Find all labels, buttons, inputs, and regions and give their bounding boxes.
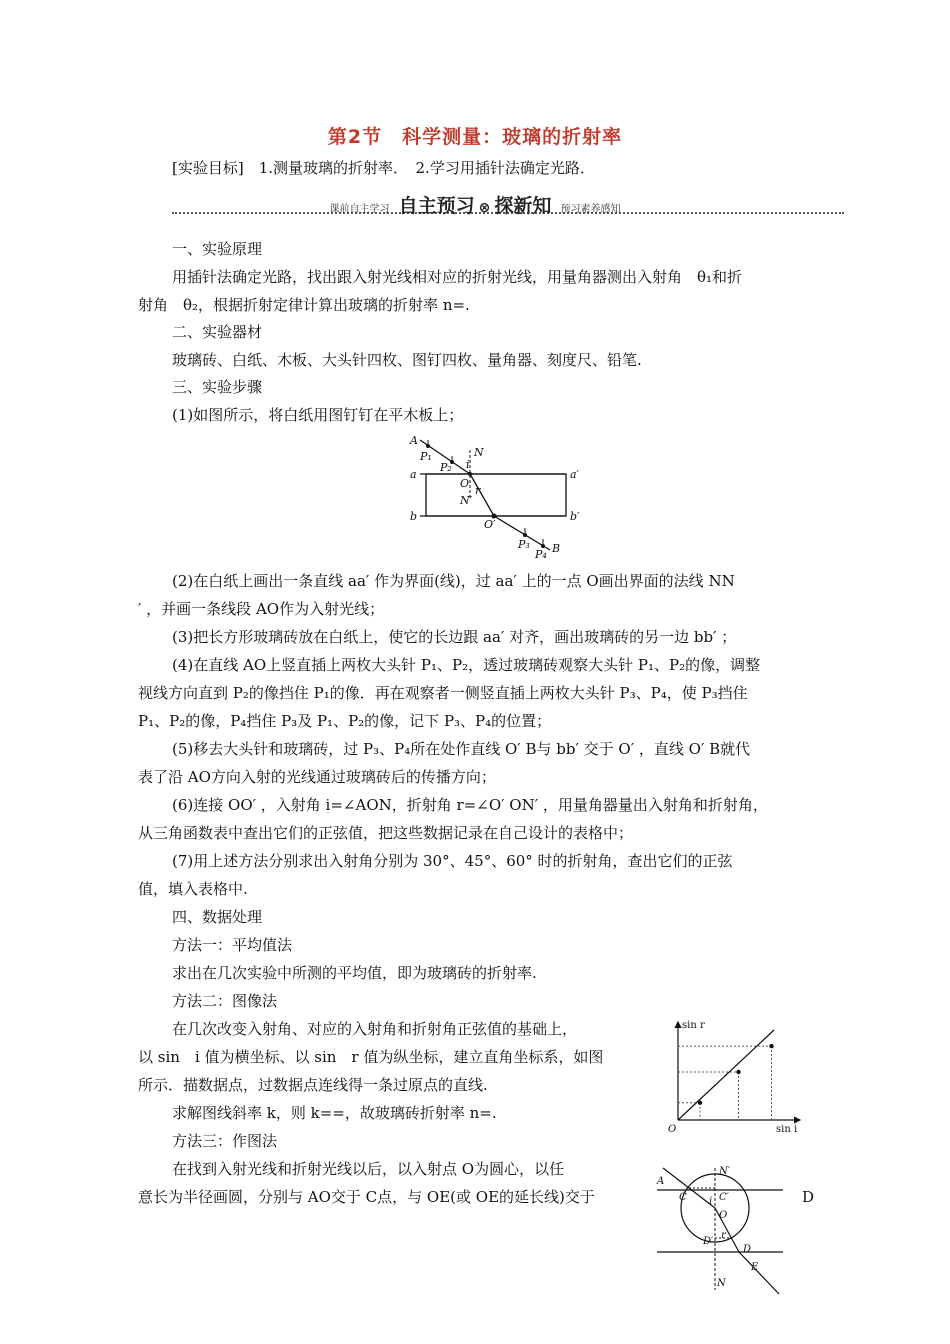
text-line: (7)用上述方法分别求出入射角分别为 30°、45°、60° 时的折射角，查出它们的正弦 <box>172 852 733 870</box>
y-axis-label: sin r <box>682 1020 705 1031</box>
label-E: E <box>751 1262 759 1273</box>
data-point <box>769 1044 773 1048</box>
text-line: 方法三：作图法 <box>172 1132 278 1150</box>
banner-title-b: 探新知 <box>494 195 552 217</box>
heading-principle: 一、实验原理 <box>172 240 263 258</box>
text-line: 方法一：平均值法 <box>172 936 293 954</box>
label-A: A <box>657 1176 665 1187</box>
text-line: 玻璃砖、白纸、木板、大头针四枚、图钉四枚、量角器、刻度尺、铅笔. <box>172 351 642 369</box>
text-line: 求出在几次实验中所测的平均值，即为玻璃砖的折射率. <box>172 964 537 982</box>
label-i: i <box>709 1196 713 1207</box>
text-line: 用插针法确定光路，找出跟入射光线相对应的折射光线，用量角器测出入射角 θ₁和折 <box>172 268 743 286</box>
label-O: O <box>719 1210 728 1221</box>
text-line: 方法二：图像法 <box>172 992 278 1010</box>
text-line: P₁、P₂的像，P₄挡住 P₃及 P₁、P₂的像，记下 P₃、P₄的位置； <box>138 712 552 730</box>
label-i: i <box>466 458 470 471</box>
x-axis-label: sin i <box>776 1124 798 1134</box>
text-line: (2)在白纸上画出一条直线 aa′ 作为界面(线)，过 aa′ 上的一点 O画出界面的法线 NN <box>172 572 735 590</box>
label-a: a <box>410 468 417 481</box>
text-line: 以 sin i 值为横坐标、以 sin r 值为纵坐标，建立直角坐标系，如图 <box>138 1048 604 1066</box>
label-C-prime: C′ <box>719 1192 729 1203</box>
label-P3: P₃ <box>518 538 530 551</box>
figure-circle-method <box>655 1160 795 1300</box>
text-line: 值，填入表格中. <box>138 880 248 898</box>
text-line: 求解图线斜率 k，则 k==，故玻璃砖折射率 n=. <box>172 1104 497 1122</box>
text-line: 表了沿 AO方向入射的光线通过玻璃砖后的传播方向； <box>138 768 496 786</box>
banner-separator-icon: ⊗ <box>478 200 491 216</box>
text-line: 在几次改变入射角、对应的入射角和折射角正弦值的基础上， <box>172 1020 578 1038</box>
label-b-prime: b′ <box>570 510 580 523</box>
label-O: O <box>460 477 470 490</box>
figure-glass-brick <box>400 432 600 562</box>
label-P2: P₂ <box>440 461 452 474</box>
label-B: B <box>552 542 561 555</box>
text-line: 从三角函数表中查出它们的正弦值，把这些数据记录在自己设计的表格中； <box>138 824 634 842</box>
label-N: N <box>474 446 484 459</box>
origin-label: O <box>668 1124 677 1134</box>
label-P4: P₄ <box>535 548 547 561</box>
label-O-prime: O′ <box>484 518 496 531</box>
text-line: (3)把长方形玻璃砖放在白纸上，使它的长边跟 aa′ 对齐，画出玻璃砖的另一边 bb′ ； <box>172 628 737 646</box>
text-line: 在找到入射光线和折射光线以后，以入射点 O为圆心，以任 <box>172 1160 565 1178</box>
text-line: (6)连接 OO′ ，入射角 i=∠AON，折射角 r=∠O′ ON′ ，用量角器量出入射角和折射角， <box>172 796 768 814</box>
data-point <box>698 1101 702 1105</box>
label-A: A <box>410 434 418 447</box>
text-line: (4)在直线 AO上竖直插上两枚大头针 P₁、P₂，透过玻璃砖观察大头针 P₁、P₂的像，调整 <box>172 656 761 674</box>
trailing-D: D <box>802 1188 815 1206</box>
label-N-prime: N′ <box>719 1166 731 1177</box>
label-D: D <box>743 1244 752 1255</box>
text-line: 意长为半径画圆，分别与 AO交于 C点，与 OE(或 OE的延长线)交于 <box>138 1188 595 1206</box>
banner-right-text: 预习素养感知 <box>560 204 621 215</box>
label-r: r <box>721 1230 726 1241</box>
text-line: 射角 θ₂，根据折射定律计算出玻璃的折射率 n=. <box>138 296 470 314</box>
text-line: ′ ，并画一条线段 AO作为入射光线； <box>138 600 385 618</box>
label-N-prime: N′ <box>460 494 473 507</box>
page-title: 第2节 科学测量：玻璃的折射率 <box>327 126 623 148</box>
figure-sin-graph <box>664 1014 814 1134</box>
text-line: (5)移去大头针和玻璃砖，过 P₃、P₄所在处作直线 O′ B与 bb′ 交于 O′ ，直线 O′ B就代 <box>172 740 751 758</box>
label-D-prime: D′ <box>703 1236 714 1247</box>
label-N: N <box>717 1278 726 1289</box>
heading-steps: 三、实验步骤 <box>172 378 263 396</box>
data-point <box>736 1070 740 1074</box>
text-line: 所示．描数据点，过数据点连线得一条过原点的直线. <box>138 1076 488 1094</box>
heading-data: 四、数据处理 <box>172 908 263 926</box>
heading-equipment: 二、实验器材 <box>172 323 263 341</box>
banner-title-a: 自主预习 <box>398 195 475 217</box>
label-r: r <box>475 484 481 497</box>
label-P1: P₁ <box>420 450 432 463</box>
label-C: C <box>679 1192 687 1203</box>
section-banner <box>0 191 950 218</box>
label-a-prime: a′ <box>570 468 580 481</box>
text-line: 视线方向直到 P₂的像挡住 P₁的像．再在观察者一侧竖直插上两枚大头针 P₃、P₄，使 P₃挡住 <box>138 684 748 702</box>
experiment-objective: [实验目标] 1.测量玻璃的折射率． 2.学习用插针法确定光路． <box>172 159 595 177</box>
label-b: b <box>410 510 418 523</box>
banner-left-text: 课前自主学习 <box>329 204 390 215</box>
text-line: (1)如图所示，将白纸用图钉钉在平木板上； <box>172 406 464 424</box>
